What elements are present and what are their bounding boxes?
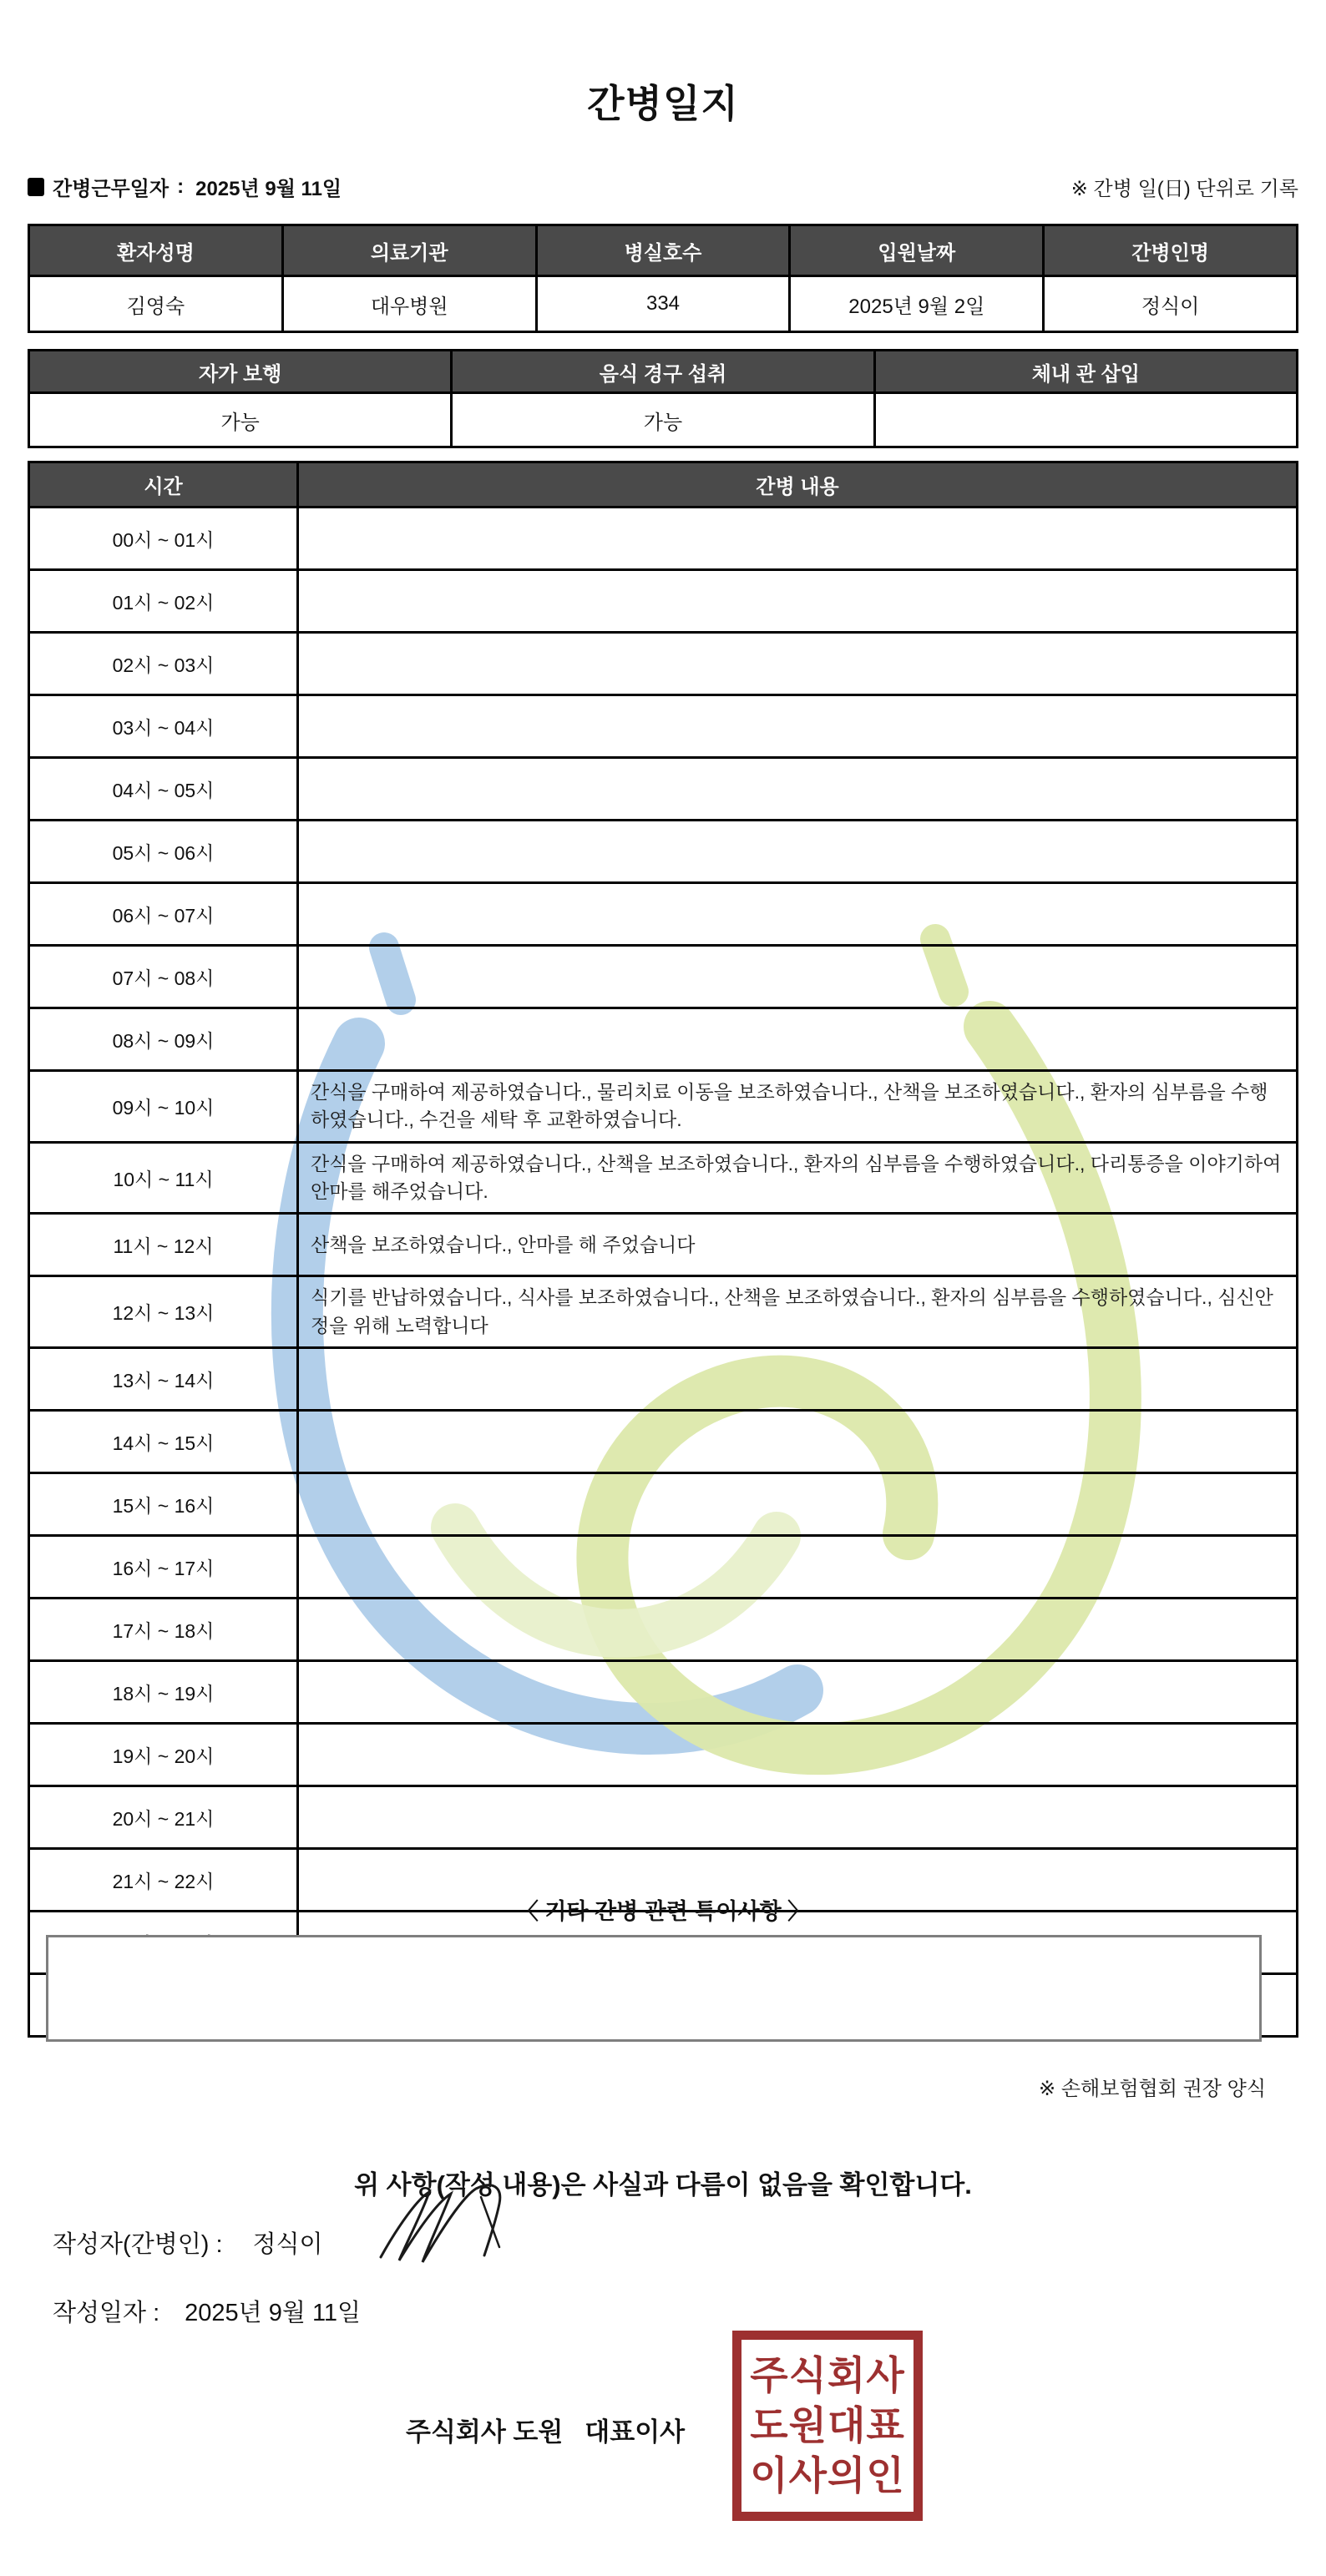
hourly-care-log-table	[28, 461, 1298, 2038]
work-date-separator: :	[177, 174, 185, 198]
col-header-room-number: 병실호수	[536, 225, 790, 276]
care-row-content: 식기를 반납하였습니다., 식사를 보조하였습니다., 산책을 보조하였습니다., 환자의 심부름을 수행하였습니다., 심신안정을 위해 노력합니다	[298, 1276, 1298, 1348]
corporate-seal-stamp	[732, 2331, 923, 2521]
medical-institution-value: 대우병원	[282, 276, 536, 332]
care-row-time: 12시 ~ 13시	[29, 1276, 298, 1348]
care-row-time: 00시 ~ 01시	[29, 508, 298, 570]
writer-name: 정식이	[252, 2231, 323, 2258]
patient-name-value: 김영숙	[29, 276, 283, 332]
care-row-time: 04시 ~ 05시	[29, 758, 298, 821]
signature-scribble	[374, 2180, 541, 2272]
care-row	[29, 1724, 1298, 1786]
care-row-time: 10시 ~ 11시	[29, 1142, 298, 1214]
care-row-content	[298, 695, 1298, 758]
care-row-content: 간식을 구매하여 제공하였습니다., 물리치료 이동을 보조하였습니다., 산책을 보조하였습니다., 환자의 심부름을 수행하였습니다., 수건을 세탁 후 교환하였습니다.	[298, 1071, 1298, 1143]
care-row-time: 21시 ~ 22시	[29, 1849, 298, 1912]
care-row-content	[298, 1599, 1298, 1661]
written-date-value: 2025년 9월 11일	[185, 2300, 362, 2326]
care-row-content: 간식을 구매하여 제공하였습니다., 산책을 보조하였습니다., 환자의 심부름을 수행하였습니다., 다리통증을 이야기하여 안마를 해주었습니다.	[298, 1142, 1298, 1214]
self-walking-value: 가능	[29, 393, 452, 447]
company-role: 대표이사	[585, 2417, 686, 2447]
col-header-admission-date: 입원날짜	[790, 225, 1044, 276]
patient-status-table	[28, 349, 1298, 448]
written-date-line	[53, 2294, 361, 2328]
confirmation-statement: 위 사항(작성 내용)은 사실과 다름이 없음을 확인합니다.	[354, 2170, 972, 2200]
col-header-caregiver-name: 간병인명	[1044, 225, 1298, 276]
care-row	[29, 1008, 1298, 1071]
care-row-content	[298, 1473, 1298, 1536]
care-row	[29, 1536, 1298, 1599]
stamp-text-line: 이사의인	[750, 2453, 905, 2498]
care-row-content	[298, 883, 1298, 946]
care-row-content	[298, 633, 1298, 695]
care-row	[29, 946, 1298, 1008]
care-row-time: 09시 ~ 10시	[29, 1071, 298, 1143]
care-row	[29, 883, 1298, 946]
insurance-association-form-note: ※ 손해보험협회 권장 양식	[1039, 2078, 1266, 2100]
col-header-oral-intake: 음식 경구 섭취	[452, 351, 874, 393]
page-title: 간병일지	[587, 82, 739, 125]
admission-date-value: 2025년 9월 2일	[790, 276, 1044, 332]
care-row-time: 15시 ~ 16시	[29, 1473, 298, 1536]
care-row-content	[298, 821, 1298, 883]
caregiver-name-value: 정식이	[1044, 276, 1298, 332]
record-unit-note: ※ 간병 일(日) 단위로 기록	[1070, 178, 1298, 200]
care-row-content	[298, 1411, 1298, 1473]
care-row	[29, 570, 1298, 633]
written-date-label: 작성일자 :	[53, 2300, 160, 2326]
care-row	[29, 508, 1298, 570]
care-row-time: 03시 ~ 04시	[29, 695, 298, 758]
company-line	[406, 2411, 685, 2448]
black-square-bullet-icon	[28, 178, 44, 196]
tube-insertion-value	[874, 393, 1297, 447]
care-row-time: 14시 ~ 15시	[29, 1411, 298, 1473]
col-header-care-content: 간병 내용	[298, 462, 1298, 508]
care-row	[29, 695, 1298, 758]
work-date-value: 2025년 9월 11일	[195, 178, 342, 200]
col-header-time: 시간	[29, 462, 298, 508]
col-header-tube-insertion: 체내 관 삽입	[874, 351, 1297, 393]
writer-label: 작성자(간병인) :	[53, 2231, 223, 2258]
writer-line	[53, 2225, 323, 2260]
patient-info-table	[28, 224, 1298, 333]
care-row	[29, 758, 1298, 821]
special-notes-title: 〈 기타 간병 관련 특이사항 〉	[515, 1899, 811, 1924]
status-value-row	[29, 393, 1298, 447]
care-row-content	[298, 1661, 1298, 1724]
care-row-time: 01시 ~ 02시	[29, 570, 298, 633]
col-header-patient-name: 환자성명	[29, 225, 283, 276]
care-row-content	[298, 758, 1298, 821]
care-row-time: 08시 ~ 09시	[29, 1008, 298, 1071]
care-row-content	[298, 1348, 1298, 1411]
care-row-content	[298, 1724, 1298, 1786]
stamp-text-line: 주식회사	[750, 2353, 905, 2397]
care-row	[29, 1411, 1298, 1473]
care-row	[29, 1276, 1298, 1348]
care-row	[29, 1661, 1298, 1724]
care-row-time: 18시 ~ 19시	[29, 1661, 298, 1724]
care-row-content	[298, 1536, 1298, 1599]
care-row	[29, 633, 1298, 695]
work-date-row	[28, 172, 1298, 201]
care-row	[29, 1786, 1298, 1849]
care-row	[29, 1214, 1298, 1276]
care-log-header-row	[29, 462, 1298, 508]
care-row-content	[298, 508, 1298, 570]
patient-info-header-row	[29, 225, 1298, 276]
care-row	[29, 1473, 1298, 1536]
col-header-medical-institution: 의료기관	[282, 225, 536, 276]
care-row-content	[298, 1008, 1298, 1071]
work-date-label: 간병근무일자	[53, 178, 170, 200]
care-row	[29, 1071, 1298, 1143]
care-row	[29, 821, 1298, 883]
status-header-row	[29, 351, 1298, 393]
care-row-content	[298, 946, 1298, 1008]
care-row-time: 07시 ~ 08시	[29, 946, 298, 1008]
care-row-time: 16시 ~ 17시	[29, 1536, 298, 1599]
care-row-time: 20시 ~ 21시	[29, 1786, 298, 1849]
stamp-text-line: 도원대표	[750, 2403, 905, 2447]
care-row-time: 02시 ~ 03시	[29, 633, 298, 695]
care-row	[29, 1599, 1298, 1661]
care-row-time: 05시 ~ 06시	[29, 821, 298, 883]
care-row-time: 11시 ~ 12시	[29, 1214, 298, 1276]
room-number-value: 334	[536, 276, 790, 332]
care-row-time: 13시 ~ 14시	[29, 1348, 298, 1411]
patient-info-value-row	[29, 276, 1298, 332]
care-row	[29, 1142, 1298, 1214]
care-row-content	[298, 570, 1298, 633]
oral-intake-value: 가능	[452, 393, 874, 447]
company-name: 주식회사 도원	[406, 2417, 564, 2447]
col-header-self-walking: 자가 보행	[29, 351, 452, 393]
care-row-content	[298, 1786, 1298, 1849]
care-row-time: 19시 ~ 20시	[29, 1724, 298, 1786]
care-row-time: 06시 ~ 07시	[29, 883, 298, 946]
care-row-content: 산책을 보조하였습니다., 안마를 해 주었습니다	[298, 1214, 1298, 1276]
special-notes-box	[46, 1935, 1262, 2042]
care-row	[29, 1348, 1298, 1411]
care-row-time: 17시 ~ 18시	[29, 1599, 298, 1661]
